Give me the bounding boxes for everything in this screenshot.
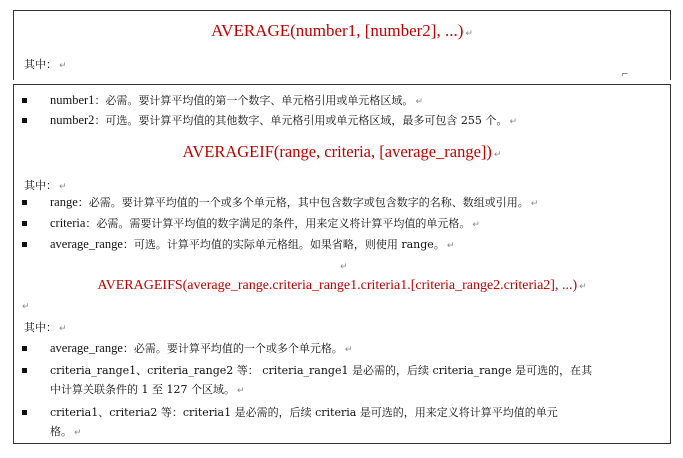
bullet [22, 346, 27, 351]
empty-paragraph-mark: ↵ [22, 302, 30, 312]
averageif-qizhong: 其中： ↵ [24, 179, 67, 192]
list-item: criteria1、criteria2 等：criteria1 是必需的，后续 criteria 是可选的，用来定义将计算平均值的单元 格。 ↵ [14, 403, 664, 443]
bullet [22, 221, 27, 226]
bullet [22, 200, 27, 205]
average-qizhong: 其中： ↵ [24, 58, 67, 71]
bullet [22, 410, 27, 415]
bullet [22, 242, 27, 247]
averageif-title: AVERAGEIF(range, criteria, [average_range]) ↵ [182, 142, 502, 161]
list-item: criteria_range1、criteria_range2 等： criteria_range1 是必需的，后续 criteria_range 是可选的，在其 中计算关联条件的 1 至 127 个区域。 ↵ [14, 361, 664, 401]
table-corner-mark: ⌐ [621, 70, 629, 80]
averageifs-qizhong: 其中： ↵ [24, 321, 67, 334]
bullet [22, 118, 27, 123]
average-title: AVERAGE(number1, [number2], ...) ↵ [211, 21, 473, 40]
bullet [22, 98, 27, 103]
average-frame [13, 10, 671, 80]
bullet [22, 368, 27, 373]
main-frame: number1：必需。要计算平均值的第一个数字、单元格引用或单元格区域。 ↵ number2：可选。要计算平均值的其他数字、单元格引用或单元格区域，最多可包含 255 个。 ↵ AVERAGEIF(range, criteria, [average_range]) ↵ 其中： ↵ range：必需。要计算平均值的一个或多个单元格，其中包含数字或包含数字的名称、数组或引用。 ↵ criteria：必需。需要计算平均值的数字满足的条件，用来定义将计算平均值的单元格。 ↵ average_range：可选。计算平均值的实际单元格组。如果省略，则使用 range。 ↵ ↵ AVERAGEIFS(average_range.criteria_range1.criteria1.[criteria_range2.criteria2], ...) ↵ ↵ 其中： ↵ average_range：必需。要计算平均值的一个或多个单元格。 ↵ criteria_range1、criteria_range2 等： criteria_range1 是必需的，后续 criteria_range 是可选的，在其 中计算关联条件的 1 至 127 个区域。 ↵ criteria1、criteria2 等：criteria1 是必需的，后续 criteria 是可选的，用来定义将计算平均值的单元 格。 ↵ [13, 84, 671, 444]
averageifs-title: AVERAGEIFS(average_range.criteria_range1.criteria1.[criteria_range2.criteria2], ...) ↵ [97, 278, 587, 293]
empty-paragraph-mark: ↵ [340, 262, 348, 272]
